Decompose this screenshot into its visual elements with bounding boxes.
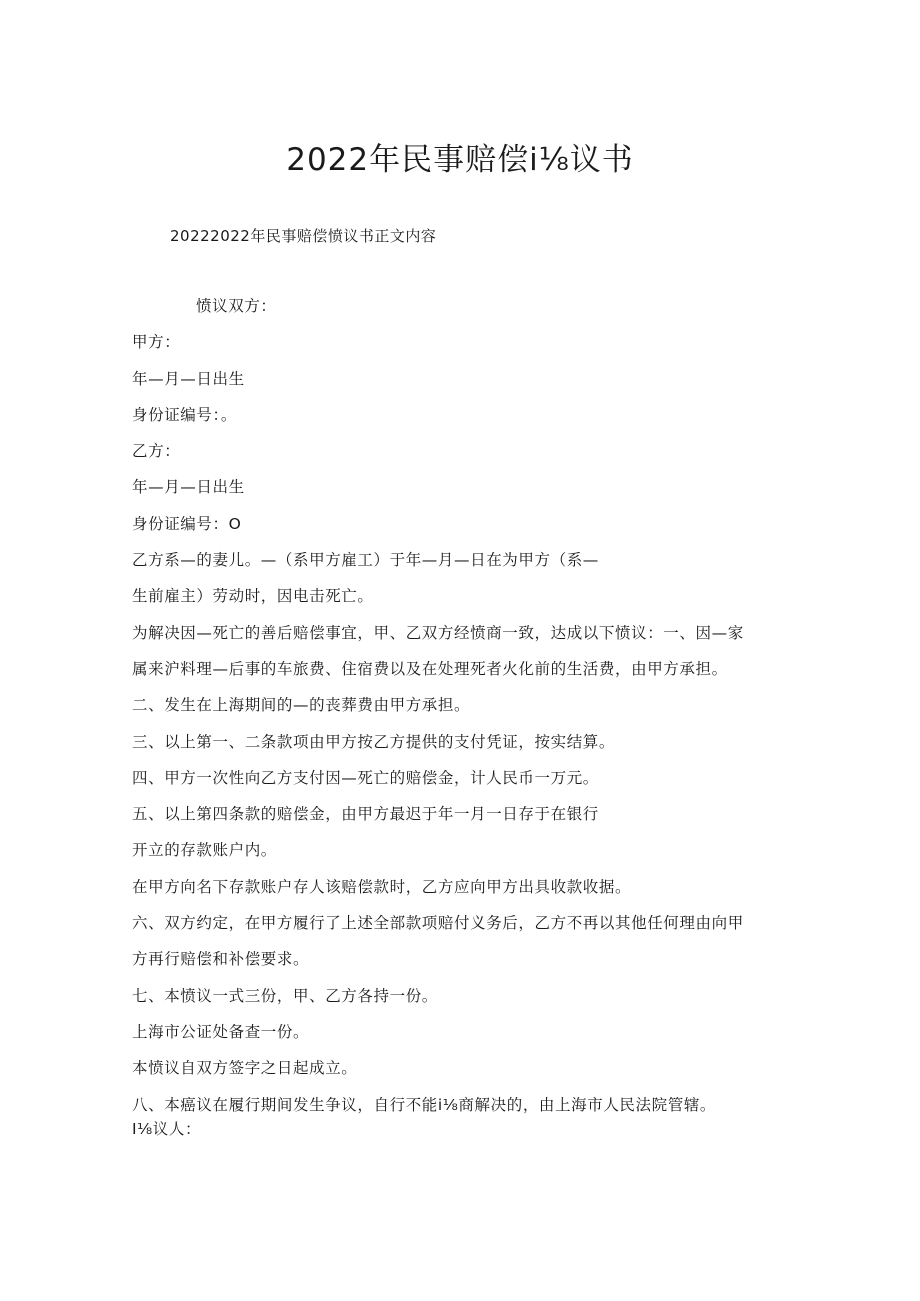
clause-1-line-1: 为解决因—死亡的善后赔偿事宜，甲、乙双方经愤商一致，达成以下愤议：一、因—家 (132, 623, 744, 642)
clause-5-line-2: 开立的存款账户内。 (132, 841, 277, 860)
clause-5-line-3: 在甲方向名下存款账户存人该赔偿款时，乙方应向甲方出具收款收据。 (132, 877, 632, 896)
clause-5-line-1: 五、以上第四条款的赔偿金，由甲方最迟于年一月一日存于在银行 (132, 805, 599, 824)
party-b-birthdate: 年—月—日出生 (132, 478, 245, 497)
signatories-label: I⅛议人： (132, 1119, 202, 1138)
parties-heading: 愤议双方： (196, 297, 277, 315)
clause-8: 八、本癌议在履行期间发生争议，自行不能i⅛商解决的，由上海市人民法院管辖。 (132, 1095, 717, 1114)
background-paragraph-line-1: 乙方系—的妻儿。—（系甲方雇工）于年—月—日在为甲方（系— (132, 551, 599, 570)
party-b-label: 乙方： (132, 442, 181, 461)
clause-7-line-1: 七、本愤议一式三份，甲、乙方各持一份。 (132, 986, 438, 1005)
background-paragraph-line-2: 生前雇主）劳动时，因电击死亡。 (132, 587, 374, 606)
effective-clause: 本愤议自双方签字之日起成立。 (132, 1059, 358, 1078)
document-subtitle: 20222022年民事赔偿愤议书正文内容 (170, 227, 437, 245)
document-body (132, 291, 792, 1150)
clause-6-line-1: 六、双方约定，在甲方履行了上述全部款项赔付义务后，乙方不再以其他任何理由向甲 (132, 914, 744, 933)
document-title: 2022年民事赔偿i⅛议书 (286, 142, 634, 178)
party-a-label: 甲方： (132, 333, 181, 352)
party-a-birthdate: 年—月—日出生 (132, 369, 245, 388)
clause-4: 四、甲方一次性向乙方支付因—死亡的赔偿金，计人民币一万元。 (132, 768, 599, 787)
clause-7-line-2: 上海市公证处备查一份。 (132, 1022, 310, 1041)
clause-3: 三、以上第一、二条款项由甲方按乙方提供的支付凭证，按实结算。 (132, 732, 616, 751)
party-a-id-number: 身份证编号：。 (132, 405, 237, 424)
clause-6-line-2: 方再行赔偿和补偿要求。 (132, 950, 310, 969)
clause-1-line-2: 属来沪料理—后事的车旅费、住宿费以及在处理死者火化前的生活费，由甲方承担。 (132, 659, 728, 678)
party-b-id-number: 身份证编号：O (132, 514, 242, 533)
clause-2: 二、发生在上海期间的—的丧葬费由甲方承担。 (132, 696, 471, 715)
